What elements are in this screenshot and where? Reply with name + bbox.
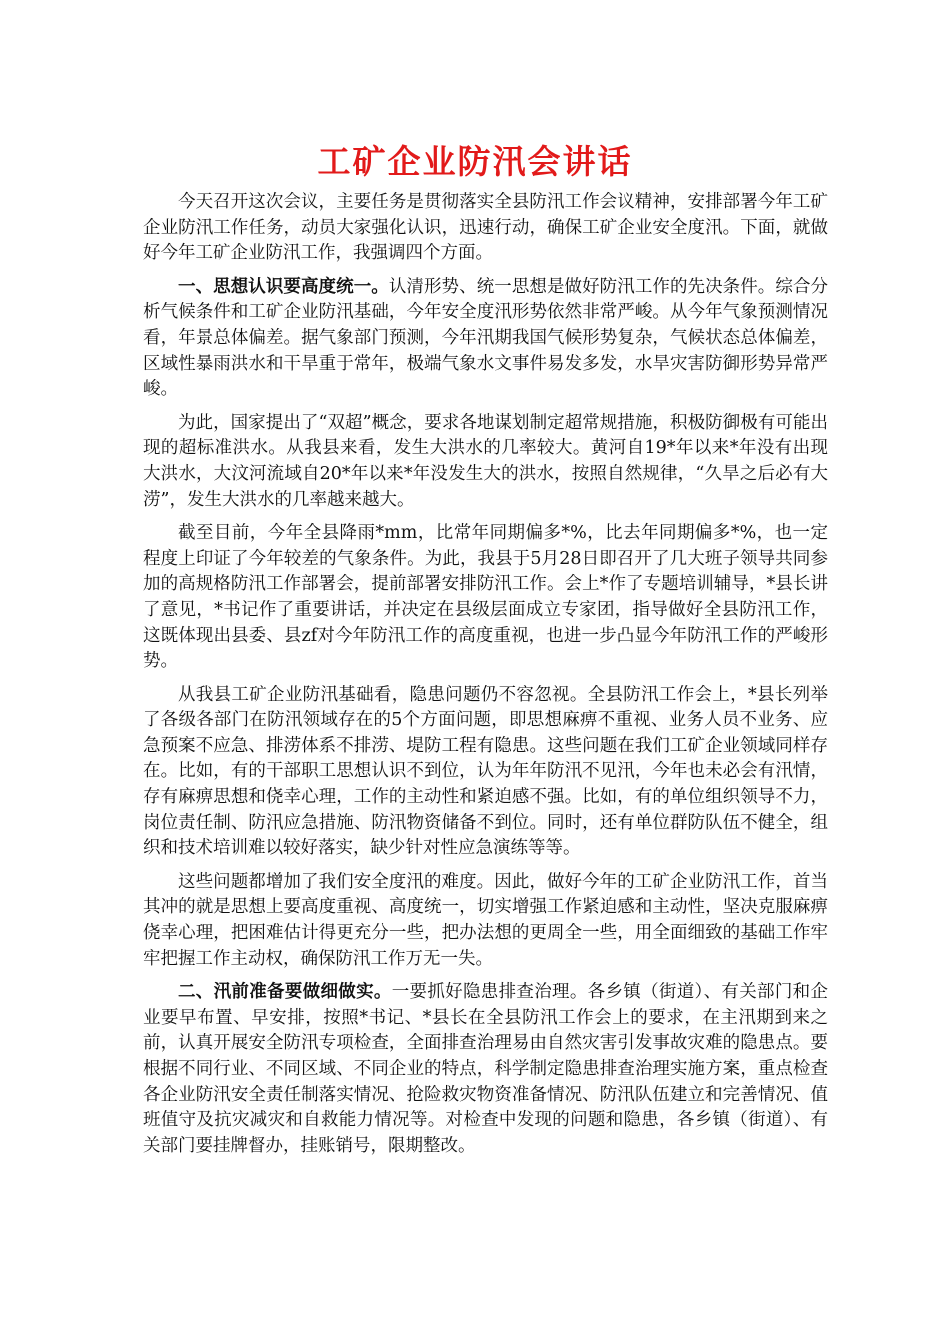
paragraph-text: 这些问题都增加了我们安全度汛的难度。因此，做好今年的工矿企业防汛工作，首当其冲的就是思想上要高度重视、高度统一，切实增强工作紧迫感和主动性，坚决克服麻痹侥幸心理，把困难估计得更充分一些，把办法想的更周全一些，用全面细致的基础工作牢牢把握工作主动权，确保防汛工作万无一失。 bbox=[143, 871, 828, 969]
paragraph-text: 一要抓好隐患排查治理。各乡镇（街道）、有关部门和企业要早布置、早安排，按照*书记、*县长在全县防汛工作会上的要求，在主汛期到来之前，认真开展安全防汛专项检查，全面排查治理易由自然灾害引发事故灾难的隐患点。要根据不同行业、不同区域、不同企业的特点，科学制定隐患排查治理实施方案，重点检查各企业防汛安全责任制落实情况、抢险救灾物资准备情况、防汛队伍建立和完善情况、值班值守及抗灾减灾和自救能力情况等。对检查中发现的问题和隐患，各乡镇（街道）、有关部门要挂牌督办，挂账销号，限期整改。 bbox=[143, 982, 828, 1156]
paragraph-section-2 bbox=[143, 980, 828, 1159]
paragraph-body bbox=[143, 683, 828, 862]
paragraph-text: 认清形势、统一思想是做好防汛工作的先决条件。综合分析气候条件和工矿企业防汛基础，今年安全度汛形势依然非常严峻。从今年气象预测情况看，年景总体偏差。据气象部门预测，今年汛期我国气候形势复杂，气候状态总体偏差，区域性暴雨洪水和干旱重于常年，极端气象水文事件易发多发，水旱灾害防御形势异常严峻。 bbox=[143, 276, 829, 400]
paragraph-body bbox=[143, 870, 828, 972]
document-title: 工矿企业防汛会讲话 bbox=[317, 142, 633, 181]
paragraph-text: 截至目前，今年全县降雨*mm，比常年同期偏多*%，比去年同期偏多*%，也一定程度上印证了今年较差的气象条件。为此，我县于5月28日即召开了几大班子领导共同参加的高规格防汛工作部署会，提前部署安排防汛工作。会上*作了专题培训辅导，*县长讲了意见，*书记作了重要讲话，并决定在县级层面成立专家团，指导做好全县防汛工作，这既体现出县委、县zf对今年防汛工作的高度重视，也进一步凸显今年防汛工作的严峻形势。 bbox=[143, 523, 828, 672]
paragraph-body bbox=[143, 521, 828, 675]
paragraph-text: 今天召开这次会议，主要任务是贯彻落实全县防汛工作会议精神，安排部署今年工矿企业防汛工作任务，动员大家强化认识，迅速行动，确保工矿企业安全度汛。下面，就做好今年工矿企业防汛工作，我强调四个方面。 bbox=[143, 192, 828, 264]
section-heading: 二、汛前准备要做细做实。 bbox=[178, 982, 392, 1003]
paragraph-section-1 bbox=[143, 275, 828, 403]
paragraph-body bbox=[143, 411, 828, 513]
paragraph-text: 从我县工矿企业防汛基础看，隐患问题仍不容忽视。全县防汛工作会上，*县长列举了各级各部门在防汛领域存在的5个方面问题，即思想麻痹不重视、业务人员不业务、应急预案不应急、排涝体系不排涝、堤防工程有隐患。这些问题在我们工矿企业领域同样存在。比如，有的干部职工思想认识不到位，认为年年防汛不见汛，今年也未必会有汛情，存有麻痹思想和侥幸心理，工作的主动性和紧迫感不强。比如，有的单位组织领导不力，岗位责任制、防汛应急措施、防汛物资储备不到位。同时，还有单位群防队伍不健全，组织和技术培训难以较好落实，缺少针对性应急演练等等。 bbox=[143, 684, 828, 859]
document-body bbox=[143, 190, 828, 1167]
paragraph-text: 为此，国家提出了“双超”概念，要求各地谋划制定超常规措施，积极防御极有可能出现的超标准洪水。从我县来看，发生大洪水的几率较大。黄河自19*年以来*年没有出现大洪水，大汶河流域自20*年以来*年没发生大的洪水，按照自然规律，“久旱之后必有大涝”，发生大洪水的几率越来越大。 bbox=[143, 412, 828, 510]
section-heading: 一、思想认识要高度统一。 bbox=[178, 276, 389, 297]
paragraph-intro bbox=[143, 190, 828, 267]
